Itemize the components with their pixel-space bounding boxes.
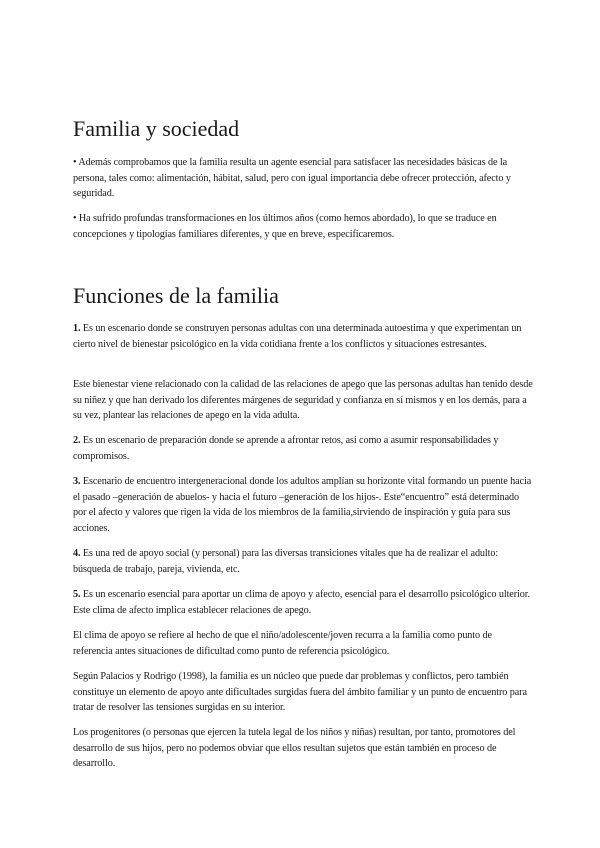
function-item-3 (73, 474, 533, 536)
function-item-2 (73, 433, 533, 464)
item-number: 5. (73, 589, 81, 600)
function-item-1-continuation (73, 377, 533, 424)
function-item-4 (73, 546, 533, 577)
item-text: Este bienestar viene relacionado con la calidad de las relaciones de apego que las personas adultas han tenido desde su niñez y que han derivado los diferentes márgenes de seguridad y confianza en sí mismos y en los demás, para a su vez, plantear las relaciones de apego en la vida adulta. (73, 379, 533, 421)
item-number: 2. (73, 435, 81, 446)
section-title-funciones: Funciones de la familia (73, 283, 279, 308)
item-number: 1. (73, 323, 81, 334)
bullet-paragraph: • Ha sufrido profundas transformaciones en los últimos años (como hemos abordado), lo que se traduce en concepciones y tipologías familiares diferentes, y que en breve, especificaremos. (73, 213, 497, 240)
item-text: Es una red de apoyo social (y personal) para las diversas transiciones vitales que ha de realizar el adulto: búsqueda de trabajo, pareja, vivienda, etc. (73, 548, 499, 575)
item-text: Es un escenario esencial para aportar un clima de apoyo y afecto, esencial para el desarrollo psicológico ulterior. Este clima de afecto implica establecer relaciones de apego. (73, 589, 530, 616)
body-paragraph: El clima de apoyo se refiere al hecho de que el niño/adolescente/joven recurra a la familia como punto de referencia antes situaciones de dificultad como punto de referencia psicológico. (73, 630, 492, 657)
function-item-5 (73, 587, 533, 618)
item-text: Es un escenario de preparación donde se aprende a afrontar retos, así como a asumir responsabilidades y compromisos. (73, 435, 499, 462)
section-title-familia-y-sociedad: Familia y sociedad (73, 116, 240, 141)
item-text: Escenario de encuentro intergeneracional donde los adultos amplían su horizonte vital formando un puente hacia el pasado –generación de abuelos- y hacia el futuro –generación de los hijos-. Este“encuentro” está determinado por el afecto y valores que rigen la vida de los miembros de la familia,sirviendo de inspiración y guía para sus acciones. (73, 476, 532, 534)
body-paragraph: Según Palacios y Rodrigo (1998), la familia es un núcleo que puede dar problemas y conflictos, pero también constituye un elemento de apoyo ante dificultades surgidas fuera del ámbito familiar y un punto de encuentro para tratar de resolver las tensiones surgidas en su interior. (73, 671, 527, 713)
item-number: 3. (73, 476, 81, 487)
item-text: Es un escenario donde se construyen personas adultas con una determinada autoestima y que experimentan un cierto nivel de bienestar psicológico en la vida cotidiana frente a los conflictos y situaciones estresantes. (73, 323, 522, 350)
function-item-1 (73, 321, 533, 352)
body-paragraph: Los progenitores (o personas que ejercen la tutela legal de los niños y niñas) resultan, por tanto, promotores del desarrollo de sus hijos, pero no podemos obviar que ellos resultan sujetos que están también en proceso de desarrollo. (73, 727, 516, 769)
item-number: 4. (73, 548, 81, 559)
bullet-paragraph: • Además comprobamos que la familia resulta un agente esencial para satisfacer las necesidades básicas de la persona, tales como: alimentación, hábitat, salud, pero con igual importancia debe ofrecer protección, afecto y seguridad. (73, 157, 511, 199)
